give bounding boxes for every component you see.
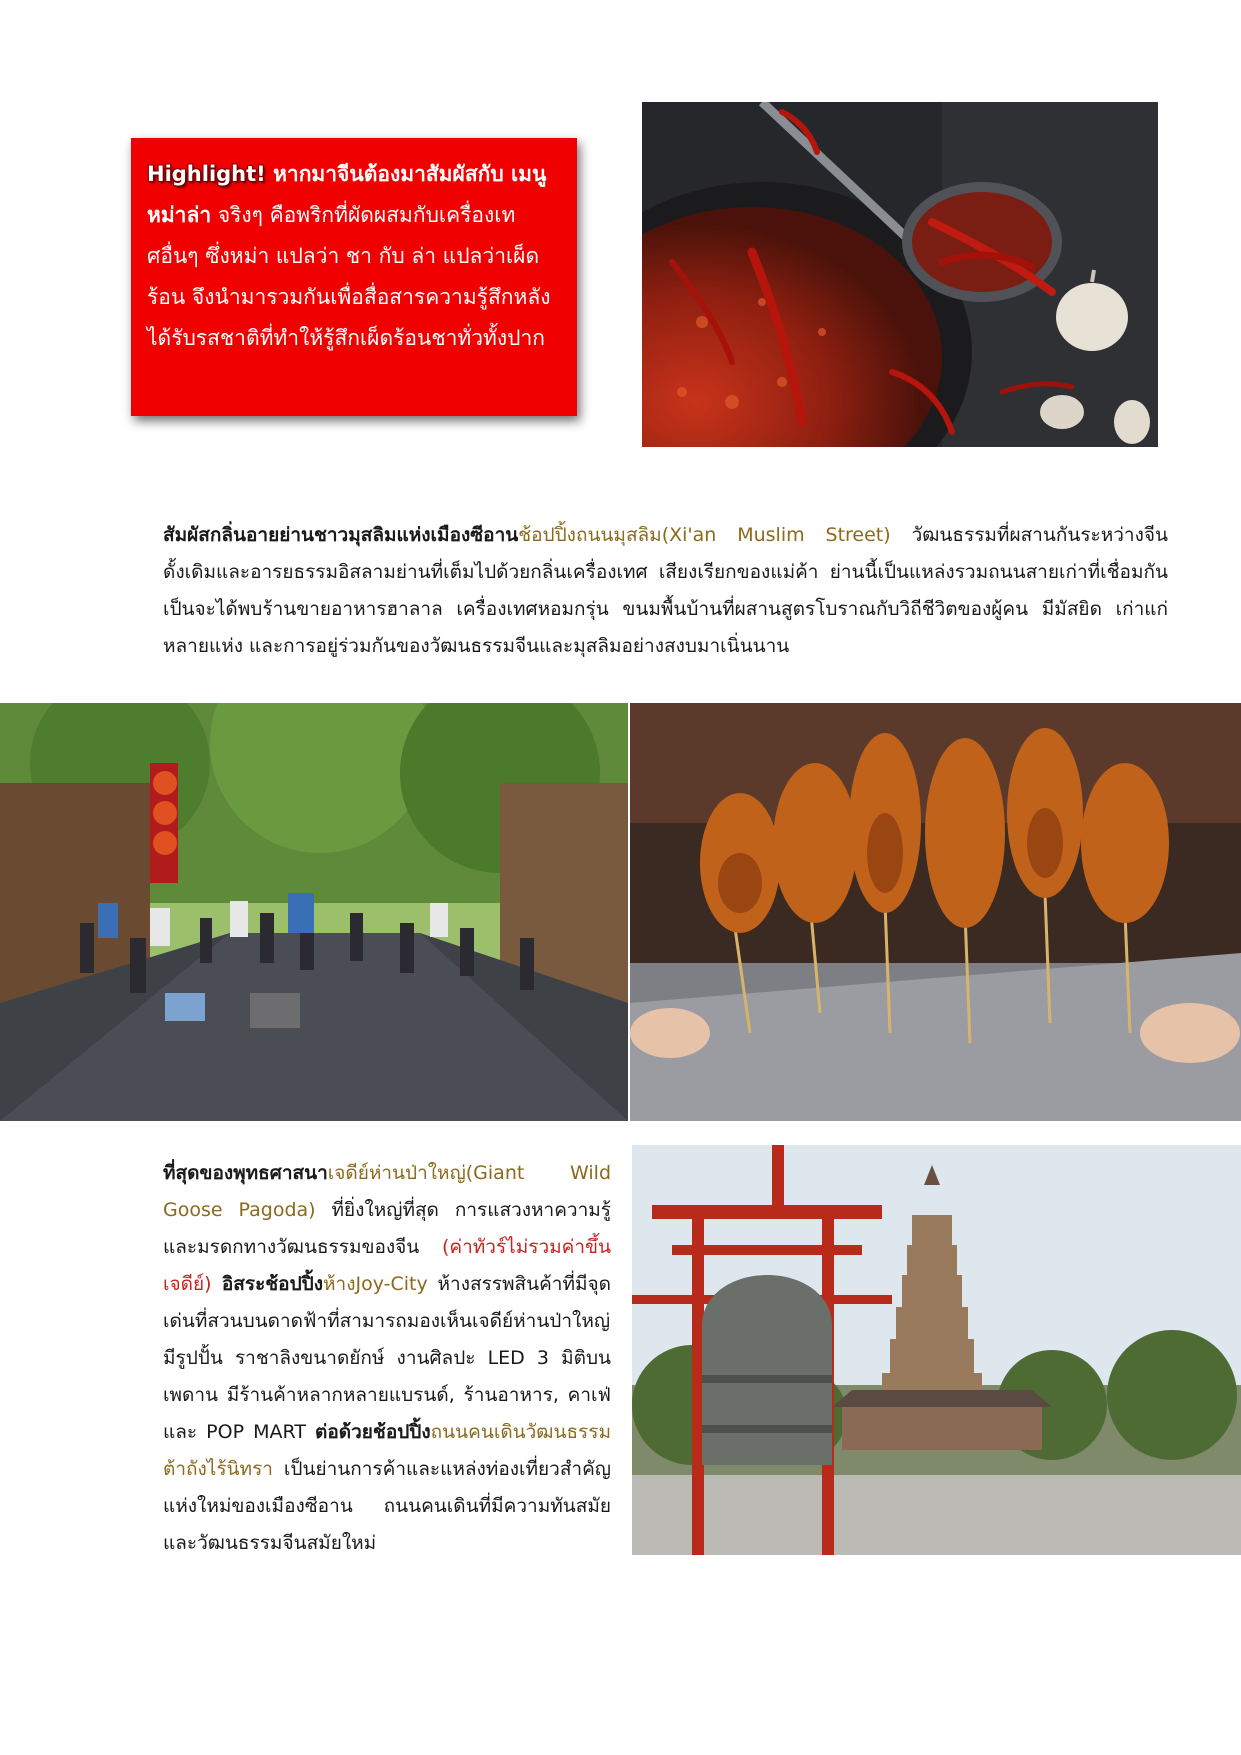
mala-spices-photo [642,102,1158,447]
pagoda-fee-note: (ค่าทัวร์ไม่รวมค่าขึ้นเจดีย์) [163,1236,611,1295]
highlight-box [131,138,577,416]
grilled-squid-photo [630,703,1241,1121]
walking-street-name: ถนนคนเดินวัฒนธรรมต้าถังไร้นิทรา [163,1421,611,1480]
pagoda-body-2: ห้างสรรพสินค้าที่มีจุดเด่นที่สวนบนดาดฟ้าที่สามารถมองเห็นเจดีย์ห่านป่าใหญ่ มีรูปปั้น ราชาลิงขนาดยักษ์ งานศิลปะ LED 3 มิติบนเพดาน มีร้านค้าหลากหลายแบรนด์, ร้านอาหาร, คาเฟ่ และ POP MART [163,1273,611,1443]
highlight-tag: Highlight! [147,162,266,186]
highlight-body: จริงๆ คือพริกที่ผัดผสมกับเครื่องเทศอื่นๆ ซึ่งหม่า แปลว่า ชา กับ ล่า แปลว่าเผ็ดร้อน จึงนำมารวมกันเพื่อสื่อสารความรู้สึกหลังได้รับรสชาติที่ทำให้รู้สึกเผ็ดร้อนชาทั่วทั้งปาก [147,203,551,350]
pagoda-body-3: เป็นย่านการค้าและแหล่งท่องเที่ยวสำคัญแห่งใหม่ของเมืองซีอาน ถนนคนเดินที่มีความทันสมัยและวัฒนธรรมจีนสมัยใหม่ [163,1458,611,1554]
muslim-street-body: วัฒนธรรมที่ผสานกันระหว่างจีนดั้งเดิมและอารยธรรมอิสลามย่านที่เต็มไปด้วยกลิ่นเครื่องเทศ เสียงเรียกของแม่ค้า ย่านนี้เป็นแหล่งรวมถนนสายเก่าที่เชื่อมกันเป็นจะได้พบร้านขายอาหารฮาลาล เครื่องเทศหอมกรุ่น ขนมพื้นบ้านที่ผสานสูตรโบราณกับวิถีชีวิตของผู้คน มีมัสยิด เก่าแก่หลายแห่ง และการอยู่ร่วมกันของวัฒนธรรมจีนและมุสลิมอย่างสงบมาเนิ่นนาน [163,524,1168,657]
giant-wild-goose-pagoda-photo [632,1145,1241,1555]
pagoda-paragraph [163,1155,611,1562]
pagoda-lead-2: อิสระช้อปปิ้ง [211,1273,323,1295]
muslim-street-paragraph [163,517,1168,665]
pagoda-lead-3: ต่อด้วยช้อปปิ้ง [315,1421,431,1443]
muslim-street-photo [0,703,628,1121]
highlight-menu-name: เมนูหม่าล่า [147,162,547,227]
pagoda-place: เจดีย์ห่านป่าใหญ่(Giant Wild Goose Pagoda) [163,1162,611,1221]
pagoda-body-1: ที่ยิ่งใหญ่ที่สุด การแสวงหาความรู้ และมรดกทางวัฒนธรรมของจีน [163,1199,611,1258]
pagoda-lead: ที่สุดของพุทธศาสนา [163,1162,328,1184]
highlight-intro: หากมาจีนต้องมาสัมผัสกับ [265,162,511,186]
muslim-street-lead: สัมผัสกลิ่นอายย่านชาวมุสลิมแห่งเมืองซีอาน [163,524,519,546]
joy-city-name: ห้างJoy-City [323,1273,428,1295]
muslim-street-place: ช้อปปิ้งถนนมุสลิม(Xi'an Muslim Street) [518,524,891,546]
